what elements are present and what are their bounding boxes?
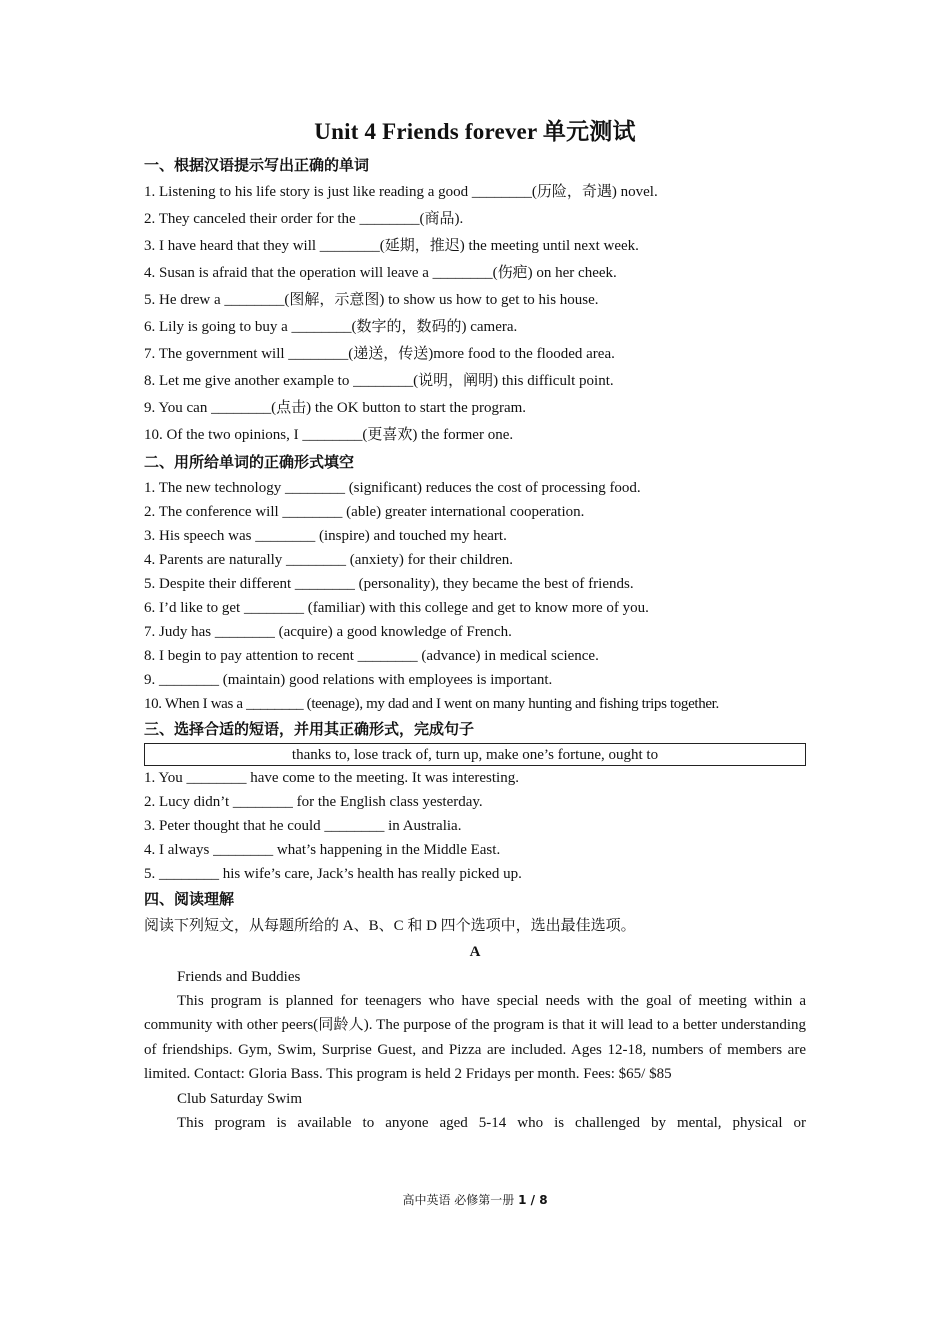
footer-book: 高中英语 必修第一册 (402, 1193, 515, 1207)
worksheet-page (144, 112, 806, 1135)
reading-instruction: 阅读下列短文，从每题所给的 A、B、C 和 D 四个选项中，选出最佳选项。 (144, 918, 636, 934)
list-item: 10. Of the two opinions, I ________(更喜欢) the former one. (144, 427, 514, 443)
section3-heading: 三、选择合适的短语，并用其正确形式，完成句子 (144, 720, 475, 738)
list-item: 8. I begin to pay attention to recent ________ (advance) in medical science. (144, 648, 599, 664)
section2-list (144, 476, 806, 716)
list-item: 4. Parents are naturally ________ (anxiety) for their children. (144, 552, 514, 568)
section4-heading: 四、阅读理解 (144, 890, 235, 908)
passage-label: A (469, 944, 481, 960)
list-item: 4. I always ________ what’s happening in the Middle East. (144, 842, 501, 858)
page-title: Unit 4 Friends forever 单元测试 (314, 119, 636, 144)
list-item: 6. I’d like to get ________ (familiar) with this college and get to know more of you. (144, 600, 649, 616)
list-item: 5. Despite their different ________ (personality), they became the best of friends. (144, 576, 634, 592)
list-item: 9. You can ________(点击) the OK button to start the program. (144, 400, 527, 416)
list-item: 7. The government will ________(递送，传送)more food to the flooded area. (144, 346, 615, 362)
list-item: 2. The conference will ________ (able) greater international cooperation. (144, 504, 585, 520)
program-description-1: This program is planned for teenagers who have special needs with the goal of meeting within a community with other peers(同龄人). The purpose of the program is that it will lead to a better understanding of friendships. Gym, Swim, Surprise Guest, and Pizza are included. Ages 12-18, numbers of members are limited. Contact: Gloria Bass. This program is held 2 Fridays per month. Fees: $65/ $85 (144, 993, 806, 1083)
section1-list (144, 179, 806, 449)
list-item: 5. ________ his wife’s care, Jack’s health has really picked up. (144, 866, 522, 882)
list-item: 5. He drew a ________(图解，示意图) to show us how to get to his house. (144, 292, 599, 308)
list-item: 3. His speech was ________ (inspire) and touched my heart. (144, 528, 507, 544)
list-item: 4. Susan is afraid that the operation will leave a ________(伤疤) on her cheek. (144, 265, 617, 281)
program-description-2: This program is available to anyone aged 5-14 who is challenged by mental, physical or (177, 1114, 806, 1131)
list-item: 8. Let me give another example to ________(说明，阐明) this difficult point. (144, 373, 614, 389)
list-item: 6. Lily is going to buy a ________(数字的，数码的) camera. (144, 319, 518, 335)
section3-list (144, 766, 806, 886)
list-item: 1. You ________ have come to the meeting. It was interesting. (144, 770, 519, 786)
list-item: 3. Peter thought that he could ________ in Australia. (144, 818, 462, 834)
section1-heading: 一、根据汉语提示写出正确的单词 (144, 156, 370, 174)
list-item: 2. They canceled their order for the ________(商品). (144, 211, 464, 227)
list-item: 3. I have heard that they will ________(延期，推迟) the meeting until next week. (144, 238, 639, 254)
page-footer (0, 1190, 950, 1210)
phrase-box: thanks to, lose track of, turn up, make one’s fortune, ought to (144, 743, 806, 766)
list-item: 1. The new technology ________ (significant) reduces the cost of processing food. (144, 480, 641, 496)
list-item: 1. Listening to his life story is just like reading a good ________(历险，奇遇) novel. (144, 184, 658, 200)
list-item: 7. Judy has ________ (acquire) a good knowledge of French. (144, 624, 512, 640)
list-item: 10. When I was a ________ (teenage), my dad and I went on many hunting and fishing trips together. (144, 696, 719, 712)
list-item: 2. Lucy didn’t ________ for the English class yesterday. (144, 794, 483, 810)
list-item: 9. ________ (maintain) good relations with employees is important. (144, 672, 553, 688)
page-number: 1 / 8 (518, 1193, 548, 1207)
section2-heading: 二、用所给单词的正确形式填空 (144, 453, 355, 471)
program-title-2: Club Saturday Swim (177, 1090, 303, 1107)
program-title-1: Friends and Buddies (177, 969, 301, 985)
